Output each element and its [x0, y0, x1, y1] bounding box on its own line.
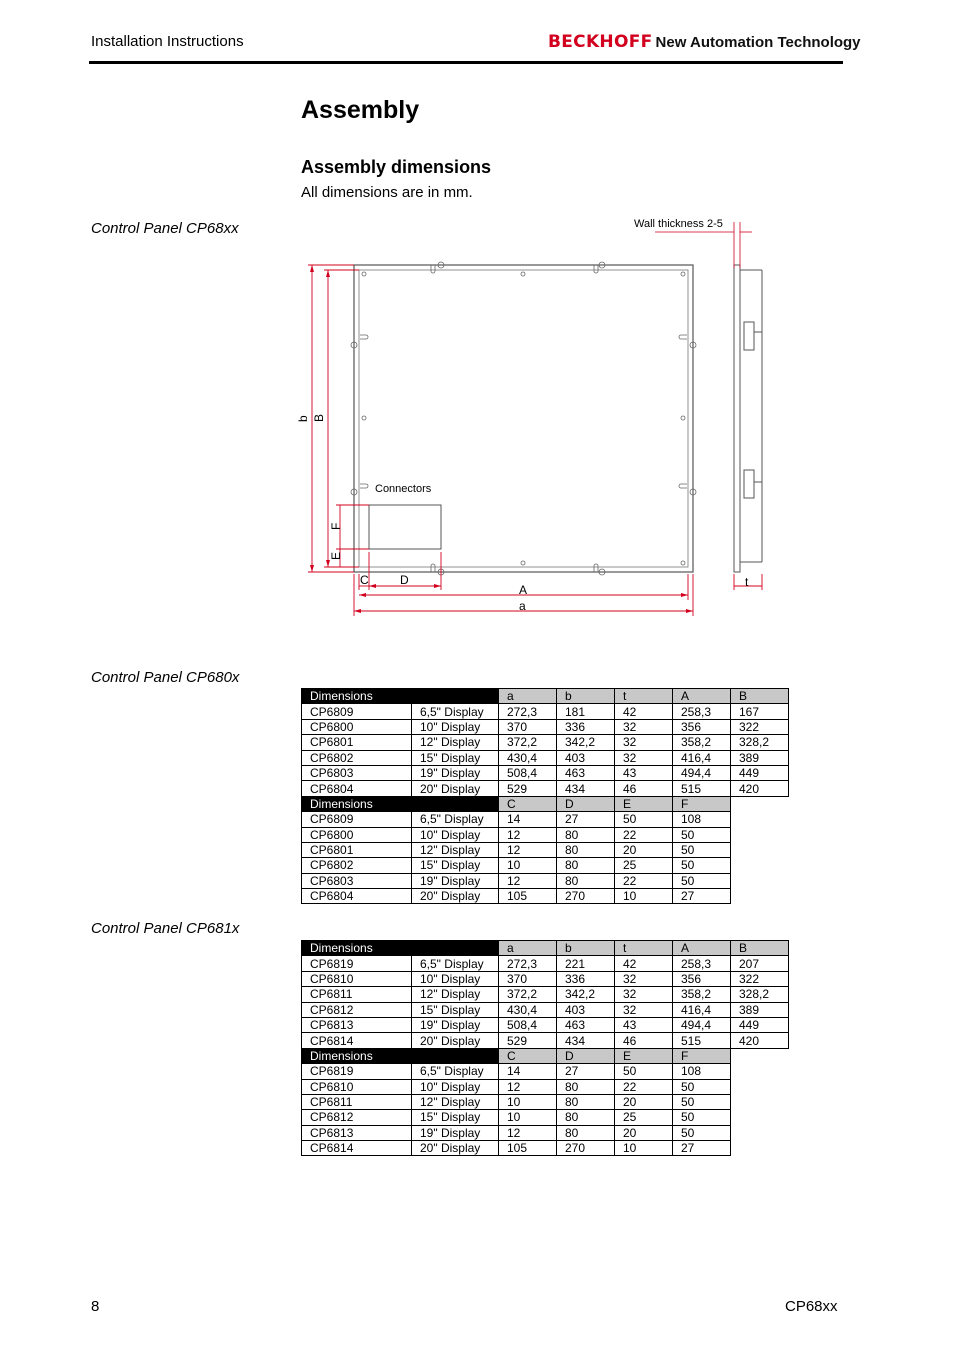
- table-cell: 20: [615, 1125, 673, 1140]
- table-spacer: [731, 1079, 789, 1094]
- table-header-cell: Dimensions: [302, 941, 499, 956]
- table-cell: 20: [615, 842, 673, 857]
- table-cell: CP6813: [302, 1017, 412, 1032]
- table-cell: 50: [615, 1064, 673, 1079]
- table-row: [302, 1110, 789, 1125]
- table-cell: 270: [557, 1141, 615, 1156]
- table-row: [302, 719, 789, 734]
- table-cell: 508,4: [499, 1017, 557, 1032]
- table-cell: 403: [557, 750, 615, 765]
- table-cell: 10" Display: [412, 719, 499, 734]
- label-a: a: [519, 599, 526, 613]
- table-cell: CP6801: [302, 735, 412, 750]
- side-view: [734, 265, 762, 572]
- table-cell: CP6812: [302, 1110, 412, 1125]
- table-header-row: [302, 1048, 789, 1063]
- table-header-cell: D: [557, 796, 615, 811]
- logo-brand: BECKHOFF: [548, 32, 653, 52]
- dimensions-table-cp680x: [301, 688, 789, 904]
- table-cell: 80: [557, 1094, 615, 1109]
- table-cell: 32: [615, 750, 673, 765]
- wall-thickness-label: Wall thickness 2-5: [634, 218, 723, 230]
- table-header-cell: Dimensions: [302, 796, 499, 811]
- table-cell: 50: [673, 1125, 731, 1140]
- table-cell: 105: [499, 889, 557, 904]
- table-spacer: [731, 1094, 789, 1109]
- table-row: [302, 812, 789, 827]
- table-header-cell: F: [673, 1048, 731, 1063]
- table-cell: 494,4: [673, 765, 731, 780]
- table-cell: 12: [499, 1079, 557, 1094]
- table-body: [302, 689, 789, 904]
- table-cell: 10" Display: [412, 971, 499, 986]
- table-row: [302, 1125, 789, 1140]
- table-cell: CP6819: [302, 1064, 412, 1079]
- table-spacer: [731, 858, 789, 873]
- table-cell: 420: [731, 781, 789, 796]
- table-cell: 15" Display: [412, 750, 499, 765]
- table-row: [302, 971, 789, 986]
- table-cell: 370: [499, 719, 557, 734]
- table-cell: 434: [557, 1033, 615, 1048]
- table-header-cell: F: [673, 796, 731, 811]
- table-row: [302, 1141, 789, 1156]
- table-cell: 19" Display: [412, 1125, 499, 1140]
- table-cell: CP6810: [302, 1079, 412, 1094]
- table-cell: 32: [615, 719, 673, 734]
- table-cell: 508,4: [499, 765, 557, 780]
- table-cell: 12" Display: [412, 987, 499, 1002]
- caption-table1: Control Panel CP680x: [91, 669, 240, 686]
- table-cell: 356: [673, 971, 731, 986]
- table-cell: 42: [615, 704, 673, 719]
- table-cell: CP6814: [302, 1033, 412, 1048]
- label-D: D: [400, 573, 409, 587]
- table-row: [302, 704, 789, 719]
- table-cell: CP6811: [302, 1094, 412, 1109]
- table-cell: 10" Display: [412, 1079, 499, 1094]
- table-cell: 20" Display: [412, 1033, 499, 1048]
- table-cell: 342,2: [557, 987, 615, 1002]
- label-A: A: [519, 583, 528, 597]
- table-cell: CP6809: [302, 812, 412, 827]
- table-cell: CP6813: [302, 1125, 412, 1140]
- table-cell: 389: [731, 1002, 789, 1017]
- table-cell: CP6810: [302, 971, 412, 986]
- table-cell: 19" Display: [412, 1017, 499, 1032]
- table-spacer: [731, 873, 789, 888]
- table-cell: CP6800: [302, 827, 412, 842]
- table-cell: 32: [615, 971, 673, 986]
- table-cell: CP6804: [302, 889, 412, 904]
- table-spacer: [731, 889, 789, 904]
- label-B: B: [312, 413, 326, 422]
- table-cell: 529: [499, 781, 557, 796]
- table-cell: 19" Display: [412, 765, 499, 780]
- table-cell: 80: [557, 1079, 615, 1094]
- table-cell: 12" Display: [412, 1094, 499, 1109]
- table-cell: 328,2: [731, 735, 789, 750]
- table-cell: 449: [731, 765, 789, 780]
- table-row: [302, 750, 789, 765]
- table-cell: 370: [499, 971, 557, 986]
- table-cell: 515: [673, 781, 731, 796]
- table-cell: 50: [673, 842, 731, 857]
- table-cell: 181: [557, 704, 615, 719]
- table-header-cell: C: [499, 1048, 557, 1063]
- table-row: [302, 735, 789, 750]
- table-header-cell: B: [731, 689, 789, 704]
- table-header-row: [302, 796, 789, 811]
- table-cell: 434: [557, 781, 615, 796]
- table-row: [302, 842, 789, 857]
- table-cell: 12: [499, 827, 557, 842]
- table-cell: 494,4: [673, 1017, 731, 1032]
- label-t: t: [745, 575, 749, 589]
- table-cell: 258,3: [673, 956, 731, 971]
- table-spacer: [731, 796, 789, 811]
- dimension-arrowheads: [310, 265, 693, 613]
- table-cell: 10" Display: [412, 827, 499, 842]
- caption-diagram: Control Panel CP68xx: [91, 220, 239, 237]
- table-cell: CP6802: [302, 858, 412, 873]
- table-cell: 46: [615, 1033, 673, 1048]
- table-header-cell: b: [557, 941, 615, 956]
- table-cell: 6,5" Display: [412, 1064, 499, 1079]
- table-cell: 105: [499, 1141, 557, 1156]
- table-cell: 430,4: [499, 750, 557, 765]
- table-header-cell: t: [615, 941, 673, 956]
- table-spacer: [731, 812, 789, 827]
- table-cell: 430,4: [499, 1002, 557, 1017]
- table-cell: 463: [557, 765, 615, 780]
- table-spacer: [731, 1064, 789, 1079]
- table-cell: 356: [673, 719, 731, 734]
- table-row: [302, 873, 789, 888]
- table-cell: 12" Display: [412, 735, 499, 750]
- table-cell: 80: [557, 827, 615, 842]
- table-cell: 50: [673, 873, 731, 888]
- table-cell: 50: [673, 827, 731, 842]
- table-cell: 50: [673, 1079, 731, 1094]
- table-cell: 19" Display: [412, 873, 499, 888]
- table-cell: 32: [615, 1002, 673, 1017]
- table-cell: 389: [731, 750, 789, 765]
- table-cell: 515: [673, 1033, 731, 1048]
- table-cell: 12: [499, 842, 557, 857]
- table-row: [302, 827, 789, 842]
- table-cell: 358,2: [673, 735, 731, 750]
- connectors-label: Connectors: [375, 483, 432, 495]
- table-row: [302, 858, 789, 873]
- table-cell: 270: [557, 889, 615, 904]
- table-cell: 372,2: [499, 987, 557, 1002]
- table-header-cell: t: [615, 689, 673, 704]
- label-E: E: [329, 551, 343, 560]
- table-cell: CP6812: [302, 1002, 412, 1017]
- table-cell: 46: [615, 781, 673, 796]
- table-cell: 32: [615, 987, 673, 1002]
- beckhoff-logo: [548, 32, 861, 52]
- table-cell: 50: [673, 1094, 731, 1109]
- table-spacer: [731, 1141, 789, 1156]
- table-row: [302, 781, 789, 796]
- table-cell: 50: [673, 1110, 731, 1125]
- table-cell: 15" Display: [412, 1002, 499, 1017]
- table-cell: 14: [499, 812, 557, 827]
- dimension-labels: [296, 414, 749, 613]
- table-header-cell: A: [673, 941, 731, 956]
- dimensions-table-cp681x: [301, 940, 789, 1156]
- mounting-holes: [351, 262, 696, 575]
- table-cell: 167: [731, 704, 789, 719]
- table-cell: 80: [557, 873, 615, 888]
- table-row: [302, 1017, 789, 1032]
- table-header-cell: Dimensions: [302, 1048, 499, 1063]
- table-cell: CP6811: [302, 987, 412, 1002]
- table-cell: 336: [557, 719, 615, 734]
- table-cell: 108: [673, 812, 731, 827]
- table-cell: 20" Display: [412, 1141, 499, 1156]
- table-body: [302, 941, 789, 1156]
- table-cell: 12: [499, 873, 557, 888]
- assembly-diagram: [296, 212, 780, 620]
- table-header-row: [302, 941, 789, 956]
- table-cell: 10: [499, 1110, 557, 1125]
- table-spacer: [731, 1048, 789, 1063]
- table-cell: 322: [731, 971, 789, 986]
- table-cell: 322: [731, 719, 789, 734]
- dimension-lines: [308, 265, 762, 616]
- units-note: All dimensions are in mm.: [301, 184, 473, 201]
- table-cell: CP6814: [302, 1141, 412, 1156]
- table-cell: 43: [615, 765, 673, 780]
- table-cell: 12" Display: [412, 842, 499, 857]
- table-cell: 22: [615, 1079, 673, 1094]
- table-cell: 272,3: [499, 704, 557, 719]
- table-row: [302, 889, 789, 904]
- table-header-cell: A: [673, 689, 731, 704]
- table-header-cell: E: [615, 1048, 673, 1063]
- table-cell: 27: [673, 1141, 731, 1156]
- table-spacer: [731, 1125, 789, 1140]
- table-cell: 27: [673, 889, 731, 904]
- table-cell: 403: [557, 1002, 615, 1017]
- table-row: [302, 1033, 789, 1048]
- table-cell: 449: [731, 1017, 789, 1032]
- table-header-cell: a: [499, 941, 557, 956]
- table-cell: 6,5" Display: [412, 812, 499, 827]
- header-rule: [89, 61, 843, 64]
- table-cell: 372,2: [499, 735, 557, 750]
- label-F: F: [329, 522, 343, 530]
- connector-box: [369, 505, 441, 549]
- table-cell: 22: [615, 873, 673, 888]
- table-cell: 358,2: [673, 987, 731, 1002]
- table-header-cell: Dimensions: [302, 689, 499, 704]
- table-header-cell: E: [615, 796, 673, 811]
- table-cell: 416,4: [673, 1002, 731, 1017]
- table-cell: 20: [615, 1094, 673, 1109]
- table-cell: CP6802: [302, 750, 412, 765]
- table-row: [302, 956, 789, 971]
- table-row: [302, 1002, 789, 1017]
- table-cell: 43: [615, 1017, 673, 1032]
- table-cell: 10: [615, 1141, 673, 1156]
- table-cell: CP6803: [302, 873, 412, 888]
- table-cell: 14: [499, 1064, 557, 1079]
- table-cell: 50: [615, 812, 673, 827]
- table-cell: 10: [499, 1094, 557, 1109]
- table-cell: 272,3: [499, 956, 557, 971]
- label-b: b: [296, 415, 310, 422]
- table-cell: 10: [615, 889, 673, 904]
- table-cell: 328,2: [731, 987, 789, 1002]
- table-row: [302, 987, 789, 1002]
- table-cell: 80: [557, 1125, 615, 1140]
- table-cell: 80: [557, 858, 615, 873]
- table-cell: 221: [557, 956, 615, 971]
- table-cell: 336: [557, 971, 615, 986]
- table-cell: 22: [615, 827, 673, 842]
- table-header-cell: C: [499, 796, 557, 811]
- table-cell: 258,3: [673, 704, 731, 719]
- table-spacer: [731, 827, 789, 842]
- table-header-row: [302, 689, 789, 704]
- table-row: [302, 765, 789, 780]
- table-cell: 25: [615, 1110, 673, 1125]
- table-cell: 15" Display: [412, 858, 499, 873]
- table-cell: 27: [557, 1064, 615, 1079]
- page-number: 8: [91, 1298, 100, 1315]
- table-cell: 420: [731, 1033, 789, 1048]
- table-cell: 463: [557, 1017, 615, 1032]
- table-row: [302, 1064, 789, 1079]
- table-cell: 529: [499, 1033, 557, 1048]
- table-header-cell: D: [557, 1048, 615, 1063]
- table-cell: 25: [615, 858, 673, 873]
- table-cell: 27: [557, 812, 615, 827]
- table-cell: CP6804: [302, 781, 412, 796]
- header-section-title: Installation Instructions: [91, 33, 244, 50]
- table-spacer: [731, 1110, 789, 1125]
- table-cell: 42: [615, 956, 673, 971]
- panel-outline-inner: [359, 270, 688, 567]
- product-name: CP68xx: [785, 1298, 838, 1315]
- label-C: C: [360, 573, 369, 587]
- table-cell: CP6801: [302, 842, 412, 857]
- table-cell: 416,4: [673, 750, 731, 765]
- table-cell: CP6803: [302, 765, 412, 780]
- table-cell: 20" Display: [412, 889, 499, 904]
- caption-table2: Control Panel CP681x: [91, 920, 240, 937]
- table-cell: CP6809: [302, 704, 412, 719]
- table-cell: 80: [557, 842, 615, 857]
- table-cell: 50: [673, 858, 731, 873]
- table-cell: 32: [615, 735, 673, 750]
- table-cell: CP6800: [302, 719, 412, 734]
- table-cell: 207: [731, 956, 789, 971]
- page-title: Assembly: [301, 96, 420, 124]
- panel-outline-outer: [354, 265, 693, 572]
- table-cell: 6,5" Display: [412, 956, 499, 971]
- table-row: [302, 1079, 789, 1094]
- table-spacer: [731, 842, 789, 857]
- table-cell: 6,5" Display: [412, 704, 499, 719]
- logo-tagline: New Automation Technology: [655, 34, 861, 51]
- table-cell: 10: [499, 858, 557, 873]
- table-cell: 342,2: [557, 735, 615, 750]
- table-header-cell: a: [499, 689, 557, 704]
- table-cell: CP6819: [302, 956, 412, 971]
- table-row: [302, 1094, 789, 1109]
- section-subtitle: Assembly dimensions: [301, 157, 492, 177]
- table-header-cell: b: [557, 689, 615, 704]
- table-cell: 20" Display: [412, 781, 499, 796]
- table-cell: 12: [499, 1125, 557, 1140]
- table-cell: 15" Display: [412, 1110, 499, 1125]
- table-header-cell: B: [731, 941, 789, 956]
- table-cell: 80: [557, 1110, 615, 1125]
- table-cell: 108: [673, 1064, 731, 1079]
